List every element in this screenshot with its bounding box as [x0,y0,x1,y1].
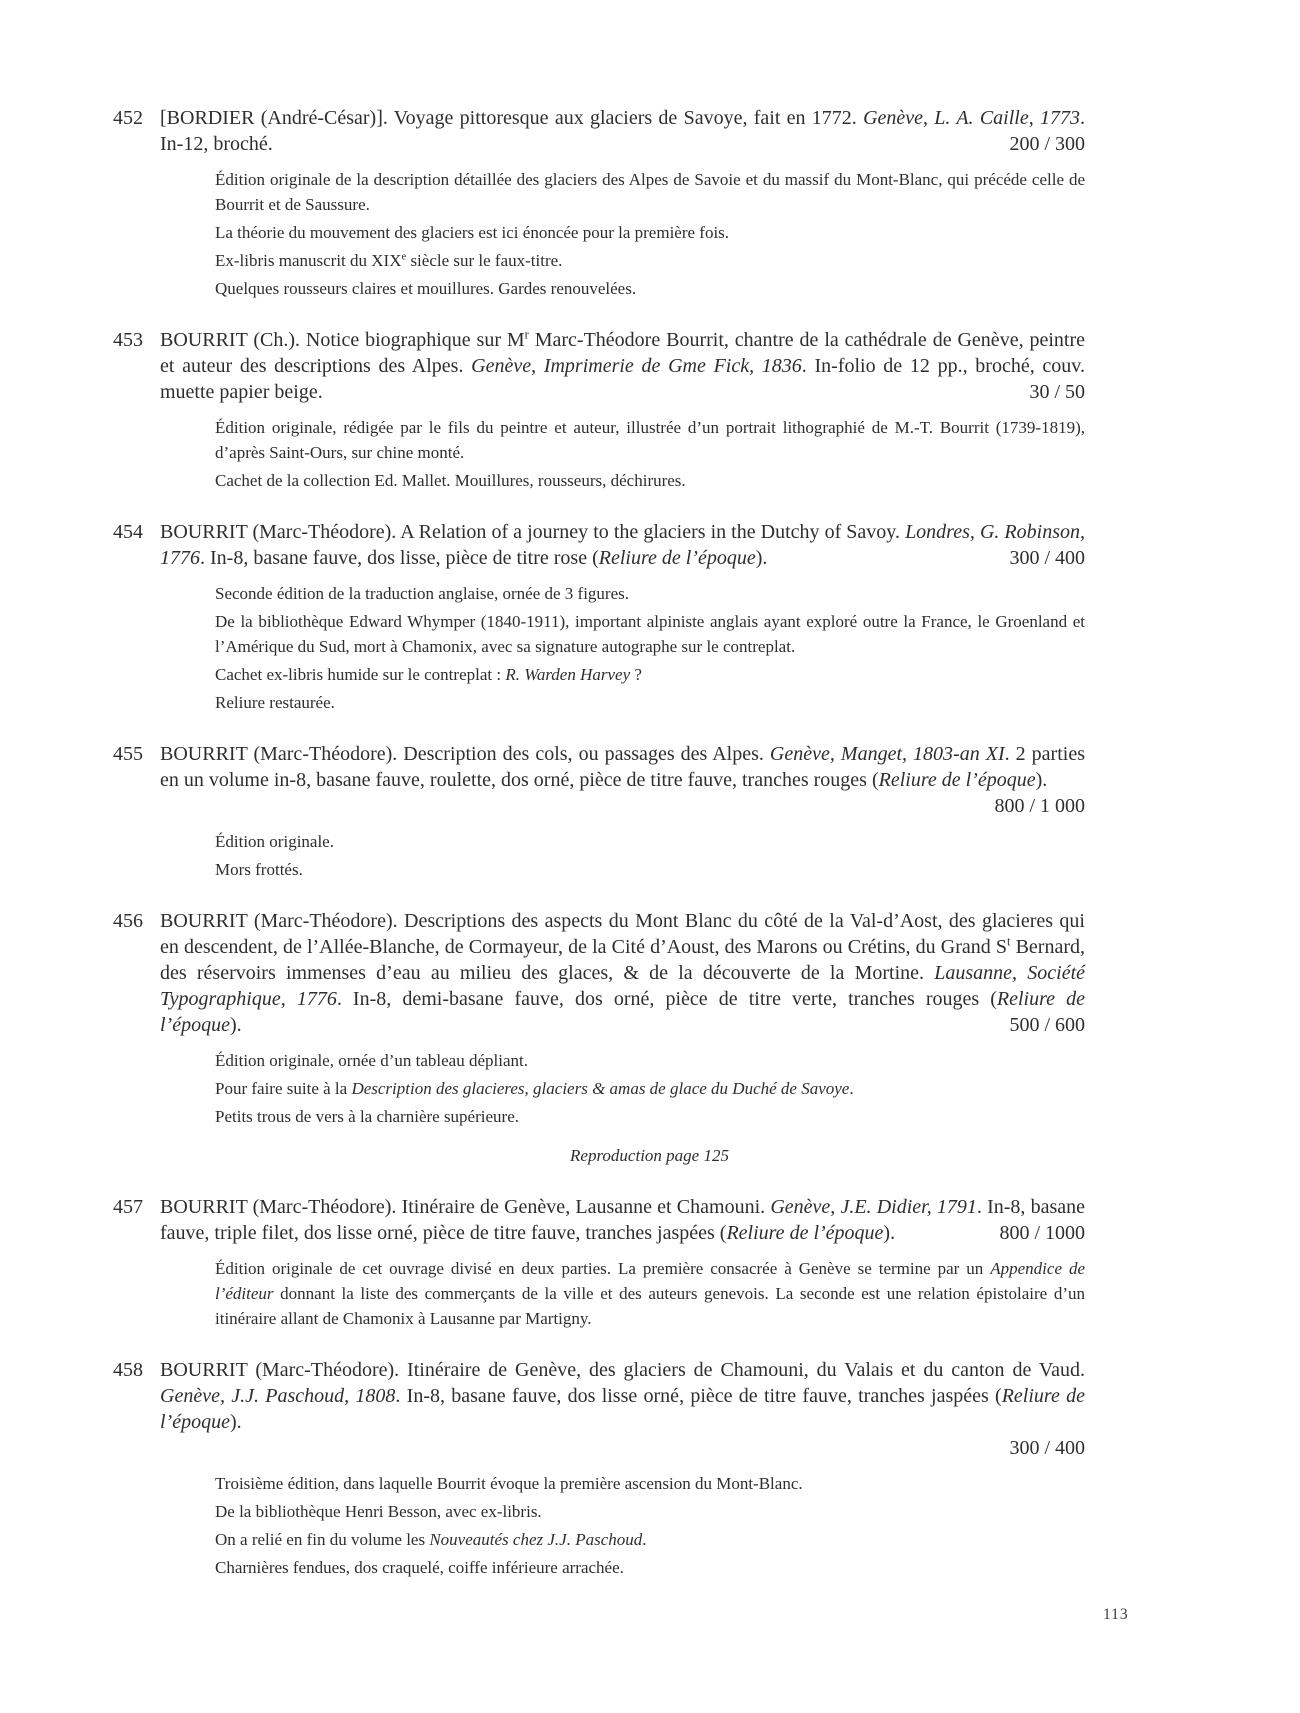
lot-notes [160,581,1085,715]
text-run: . In-12, broché. [160,107,1085,155]
lot-number: 458 [113,1359,143,1381]
lot-note [215,220,1085,245]
text-run: Édition originale de cet ouvrage divisé en deux parties. La première consacrée à Genève se termine par un [215,1259,991,1278]
lot-price: 800 / 1000 [999,1222,1085,1244]
lot-note [215,1471,1085,1496]
text-run: Seconde édition de la traduction anglaise, ornée de 3 figures. [215,584,629,603]
lot-description [160,741,1085,793]
lot-note [215,662,1085,687]
lot-entry [113,327,1085,493]
lot-price: 300 / 400 [1009,547,1085,569]
lot-entry [113,105,1085,301]
italic-text: Genève, J.J. Paschoud, 1808 [160,1385,396,1407]
text-run: siècle sur le faux-titre. [406,251,563,270]
lot-price: 500 / 600 [1009,1014,1085,1036]
lot-price: 200 / 300 [1009,133,1085,155]
lot-description [160,1194,1085,1246]
lot-entry [113,741,1085,882]
text-run: Édition originale, ornée d’un tableau dépliant. [215,1051,528,1070]
lot-notes [160,829,1085,882]
text-run: Reliure restaurée. [215,693,335,712]
lot-number: 454 [113,521,143,543]
lot-body [160,105,1085,301]
text-run: BOURRIT (Ch.). Notice biographique sur M [160,329,525,351]
text-run: . In-8, basane fauve, dos lisse, pièce de titre rose ( [200,547,599,569]
text-run: ? [630,665,642,684]
lot-note [215,248,1085,273]
lot-price: 30 / 50 [1029,381,1085,403]
text-run: BOURRIT (Marc-Théodore). Description des cols, ou passages des Alpes. [160,743,770,765]
italic-text: Genève, Imprimerie de Gme Fick, 1836 [471,355,802,377]
text-run: Quelques rousseurs claires et mouillures. Gardes renouvelées. [215,279,637,298]
lot-description [160,1357,1085,1435]
lot-description [160,327,1085,405]
text-run: De la bibliothèque Edward Whymper (1840-1911), important alpiniste anglais ayant exploré outre la France, le Groenland et l’Amérique du Sud, mort à Chamonix, avec sa signature autographe sur le contreplat. [215,612,1085,656]
text-run: Marc-Théodore Bourrit, chantre de la cathédrale de Genève, peintre et auteur des descriptions des Alpes. [160,329,1085,377]
lot-note [215,690,1085,715]
italic-text: Genève, L. A. Caille, 1773 [863,107,1080,129]
lot-note [215,1256,1085,1331]
text-run: . 2 parties en un volume in-8, basane fauve, roulette, dos orné, pièce de titre fauve, tranches rouges ( [160,743,1085,791]
text-run: BOURRIT (Marc-Théodore). A Relation of a journey to the glaciers in the Dutchy of Savoy. [160,521,906,543]
lot-note [215,829,1085,854]
italic-text: Reliure de l’époque [726,1222,884,1244]
lot-note [215,1104,1085,1129]
text-run: Cachet ex-libris humide sur le contreplat : [215,665,506,684]
italic-text: Reliure de l’époque [160,988,1085,1036]
text-run: BOURRIT (Marc-Théodore). Descriptions des aspects du Mont Blanc du côté de la Val-d’Aost, des glacieres qui en descendent, de l’Allée-Blanche, de Cormayeur, de la Cité d’Aoust, des Marons ou Crétins, du Grand S [160,910,1085,958]
superscript-text: r [524,327,529,342]
text-run: BOURRIT (Marc-Théodore). Itinéraire de Genève, Lausanne et Chamouni. [160,1196,771,1218]
lot-body [160,741,1085,882]
italic-text: Reliure de l’époque [160,1385,1085,1433]
lot-notes [160,1256,1085,1331]
italic-text: Londres, G. Robinson, 1776 [160,521,1085,569]
italic-text: Appendice de l’éditeur [215,1259,1086,1303]
italic-text: Lausanne, Société Typographique, 1776 [160,962,1086,1010]
text-run: On a relié en fin du volume les [215,1530,430,1549]
lot-note [215,415,1085,465]
italic-text: Description des glacieres, glaciers & amas de glace du Duché de Savoye [351,1079,850,1098]
lot-note [215,1555,1085,1580]
text-run: Mors frottés. [215,860,303,879]
lot-notes [160,167,1085,301]
lot-notes [160,415,1085,493]
text-run: De la bibliothèque Henri Besson, avec ex-libris. [215,1502,542,1521]
text-run: . [849,1079,854,1098]
text-run: . In-8, basane fauve, dos lisse orné, pièce de titre fauve, tranches jaspées ( [395,1385,1002,1407]
lot-number: 453 [113,329,143,351]
lot-number: 455 [113,743,143,765]
lot-note [215,609,1085,659]
text-run: Petits trous de vers à la charnière supérieure. [215,1107,519,1126]
superscript-text: e [401,251,407,263]
lot-note [215,581,1085,606]
text-run: Troisième édition, dans laquelle Bourrit évoque la première ascension du Mont-Blanc. [215,1474,803,1493]
lot-body [160,327,1085,493]
superscript-text: t [1007,934,1011,949]
lot-entry [113,519,1085,715]
text-run: BOURRIT (Marc-Théodore). Itinéraire de Genève, des glaciers de Chamouni, du Valais et du canton de Vaud. [160,1359,1085,1381]
text-run: [BORDIER (André-César)]. Voyage pittoresque aux glaciers de Savoye, fait en 1772. [160,107,864,129]
lot-description [160,105,1085,157]
lot-note [215,468,1085,493]
text-run: . In-folio de 12 pp., broché, couv. muette papier beige. [160,355,1085,403]
lot-notes [160,1471,1085,1580]
text-run: ). [755,547,768,569]
text-run: Ex-libris manuscrit du XIX [215,251,402,270]
text-run: Édition originale. [215,832,334,851]
text-run: . In-8, basane fauve, triple filet, dos lisse orné, pièce de titre fauve, tranches jaspées ( [160,1196,1086,1244]
text-run: La théorie du mouvement des glaciers est ici énoncée pour la première fois. [215,223,730,242]
lot-number: 452 [113,107,143,129]
text-run: Édition originale, rédigée par le fils du peintre et auteur, illustrée d’un portrait lithographié de M.-T. Bourrit (1739-1819), d’après Saint-Ours, sur chine monté. [215,418,1085,462]
text-run: Édition originale de la description détaillée des glaciers des Alpes de Savoie et du massif du Mont-Blanc, qui précéde celle de Bourrit et de Saussure. [215,170,1085,214]
lots [113,105,1085,1606]
lot-number: 457 [113,1196,143,1218]
text-run: ). [229,1411,242,1433]
lot-note [215,1048,1085,1073]
page-number: 113 [1103,1606,1129,1623]
lot-body [160,908,1085,1168]
lot-entry [113,908,1085,1168]
italic-text: Genève, Manget, 1803-an XI [769,743,1005,765]
lot-note [215,276,1085,301]
lot-body [160,1357,1085,1580]
text-run: Pour faire suite à la [215,1079,352,1098]
lot-description [160,908,1085,1038]
text-run: ). [229,1014,242,1036]
lot-note [215,167,1085,217]
text-run: Bernard, des réservoirs immenses d’eau au milieu des glaces, & de la découverte de la Mortine. [160,936,1085,984]
lot-number: 456 [113,910,143,932]
text-run: ). [1035,769,1048,791]
lot-notes [160,1048,1085,1129]
lot-description [160,519,1085,571]
lot-entry [113,1194,1085,1331]
text-run: ). [883,1222,896,1244]
lot-price-line: 800 / 1 000 [994,795,1085,817]
italic-text: Reliure de l’époque [598,547,756,569]
lot-note [215,1076,1085,1101]
italic-text: Nouveautés chez J.J. Paschoud [429,1530,643,1549]
text-run: . [642,1530,647,1549]
lot-entry [113,1357,1085,1580]
italic-text: Reliure de l’époque [878,769,1036,791]
reproduction-note: Reproduction page 125 [570,1146,729,1165]
lot-body [160,1194,1085,1331]
text-run: Cachet de la collection Ed. Mallet. Mouillures, rousseurs, déchirures. [215,471,686,490]
lot-note [215,1527,1085,1552]
text-run: Charnières fendues, dos craquelé, coiffe inférieure arrachée. [215,1558,624,1577]
text-run: donnant la liste des commerçants de la ville et des auteurs genevois. La seconde est une relation épistolaire d’un itinéraire allant de Chamonix à Lausanne par Martigny. [215,1284,1085,1328]
lot-note [215,857,1085,882]
lot-body [160,519,1085,715]
italic-text: R. Warden Harvey [505,665,631,684]
lot-price-line: 300 / 400 [1009,1437,1085,1459]
text-run: . In-8, demi-basane fauve, dos orné, pièce de titre verte, tranches rouges ( [336,988,997,1010]
italic-text: Genève, J.E. Didier, 1791 [770,1196,977,1218]
lot-note [215,1499,1085,1524]
